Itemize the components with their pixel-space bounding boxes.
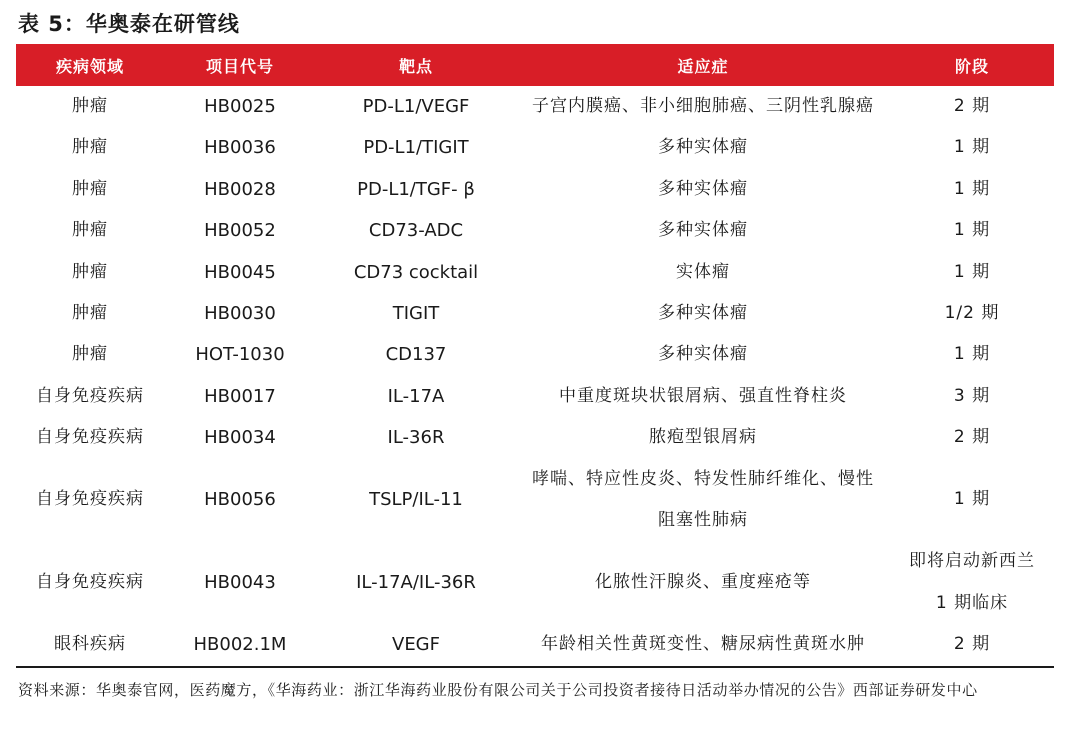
cell-stage: 2 期: [953, 427, 991, 448]
table-row: [16, 417, 1054, 458]
cell-code: HB0045: [204, 261, 276, 283]
cell-stage: 1 期: [953, 489, 991, 510]
cell-area: 自身免疫疾病: [36, 385, 144, 406]
table-row: [16, 334, 1054, 375]
cell-target: IL-17A: [387, 385, 445, 407]
cell-target: TIGIT: [392, 303, 440, 325]
table-row: [16, 376, 1054, 417]
cell-target: VEGF: [316, 624, 516, 666]
table-row: [16, 169, 1054, 210]
table-row: [16, 293, 1054, 334]
table-row: [16, 127, 1054, 168]
cell-code: HB002.1M: [164, 624, 316, 666]
cell-target: PD-L1/VEGF: [362, 96, 470, 117]
cell-target: PD-L1/TGF- β: [357, 178, 475, 200]
cell-stage: 1 期: [953, 137, 991, 158]
cell-code: HB0028: [204, 178, 276, 200]
cell-area: 自身免疫疾病: [36, 572, 144, 593]
cell-code: HB0017: [204, 385, 276, 407]
cell-indication: 多种实体瘤: [658, 178, 748, 199]
source-note: 资料来源：华奥泰官网，医药魔方，《华海药业：浙江华海药业股份有限公司关于公司投资者接待日活动举办情况的公告》西部证券研发中心: [18, 681, 978, 699]
cell-target: CD137: [385, 344, 447, 366]
cell-indication: 子宫内膜癌、非小细胞肺癌、三阴性乳腺癌: [532, 96, 874, 116]
table-row: [16, 210, 1054, 251]
cell-area: 自身免疫疾病: [36, 489, 144, 510]
table-row: [16, 86, 1054, 127]
cell-stage: 2 期: [890, 624, 1054, 666]
cell-area: 肿瘤: [72, 344, 108, 365]
cell-area: 眼科疾病: [16, 624, 164, 666]
cell-stage: 3 期: [953, 385, 991, 406]
cell-area: 肿瘤: [72, 303, 108, 324]
cell-indication: 多种实体瘤: [658, 137, 748, 158]
cell-code: HB0056: [204, 489, 276, 511]
cell-code: HOT-1030: [195, 344, 285, 366]
cell-code: HB0025: [204, 96, 276, 117]
cell-stage: [890, 541, 1054, 624]
cell-indication: 年龄相关性黄斑变性、糖尿病性黄斑水肿: [516, 624, 890, 666]
cell-indication: [516, 459, 890, 542]
cell-stage-line: 即将启动新西兰: [909, 551, 1035, 572]
cell-code: HB0034: [204, 427, 276, 449]
cell-target: TSLP/IL-11: [369, 489, 463, 511]
cell-area: 肿瘤: [72, 96, 108, 116]
cell-area: 肿瘤: [72, 261, 108, 282]
cell-indication: 中重度斑块状银屑病、强直性脊柱炎: [559, 385, 847, 406]
cell-indication: 化脓性汗腺炎、重度痤疮等: [595, 572, 811, 593]
cell-target: IL-17A/IL-36R: [356, 572, 476, 594]
header-target: 靶点: [316, 44, 516, 86]
header-stage: 阶段: [890, 44, 1054, 86]
cell-target: CD73 cocktail: [353, 261, 479, 283]
cell-area: 肿瘤: [72, 178, 108, 199]
table-title: 表 5：华奥泰在研管线: [18, 12, 240, 36]
cell-target: PD-L1/TIGIT: [363, 137, 469, 159]
header-disease-area: 疾病领域: [16, 44, 164, 86]
cell-stage-line: 1 期临床: [935, 592, 1009, 613]
cell-area: 自身免疫疾病: [36, 427, 144, 448]
cell-indication: 多种实体瘤: [658, 344, 748, 365]
table-row: [16, 459, 1054, 542]
table-row: [16, 624, 1054, 666]
cell-stage: 2 期: [953, 96, 991, 116]
pipeline-table: [16, 44, 1054, 668]
cell-code: HB0052: [204, 220, 276, 242]
cell-code: HB0043: [204, 572, 276, 594]
cell-indication: 实体瘤: [676, 261, 730, 282]
cell-code: HB0030: [204, 303, 276, 325]
cell-target: IL-36R: [387, 427, 445, 449]
cell-code: HB0036: [204, 137, 276, 159]
header-row: [16, 44, 1054, 86]
cell-stage: 1 期: [953, 178, 991, 199]
cell-area: 肿瘤: [72, 137, 108, 158]
cell-stage: 1 期: [953, 261, 991, 282]
header-project-code: 项目代号: [164, 44, 316, 86]
cell-indication-line: 哮喘、特应性皮炎、特发性肺纤维化、慢性: [532, 468, 874, 489]
table-row: [16, 252, 1054, 293]
cell-stage: 1 期: [953, 344, 991, 365]
cell-stage: 1/2 期: [944, 303, 1000, 324]
header-indication: 适应症: [516, 44, 890, 86]
cell-target: CD73-ADC: [368, 220, 464, 242]
cell-stage: 1 期: [953, 220, 991, 241]
cell-indication: 多种实体瘤: [658, 303, 748, 324]
table-row: [16, 541, 1054, 624]
cell-indication-line: 阻塞性肺病: [658, 510, 748, 531]
cell-area: 肿瘤: [72, 220, 108, 241]
cell-indication: 脓疱型银屑病: [649, 427, 757, 448]
cell-indication: 多种实体瘤: [658, 220, 748, 241]
